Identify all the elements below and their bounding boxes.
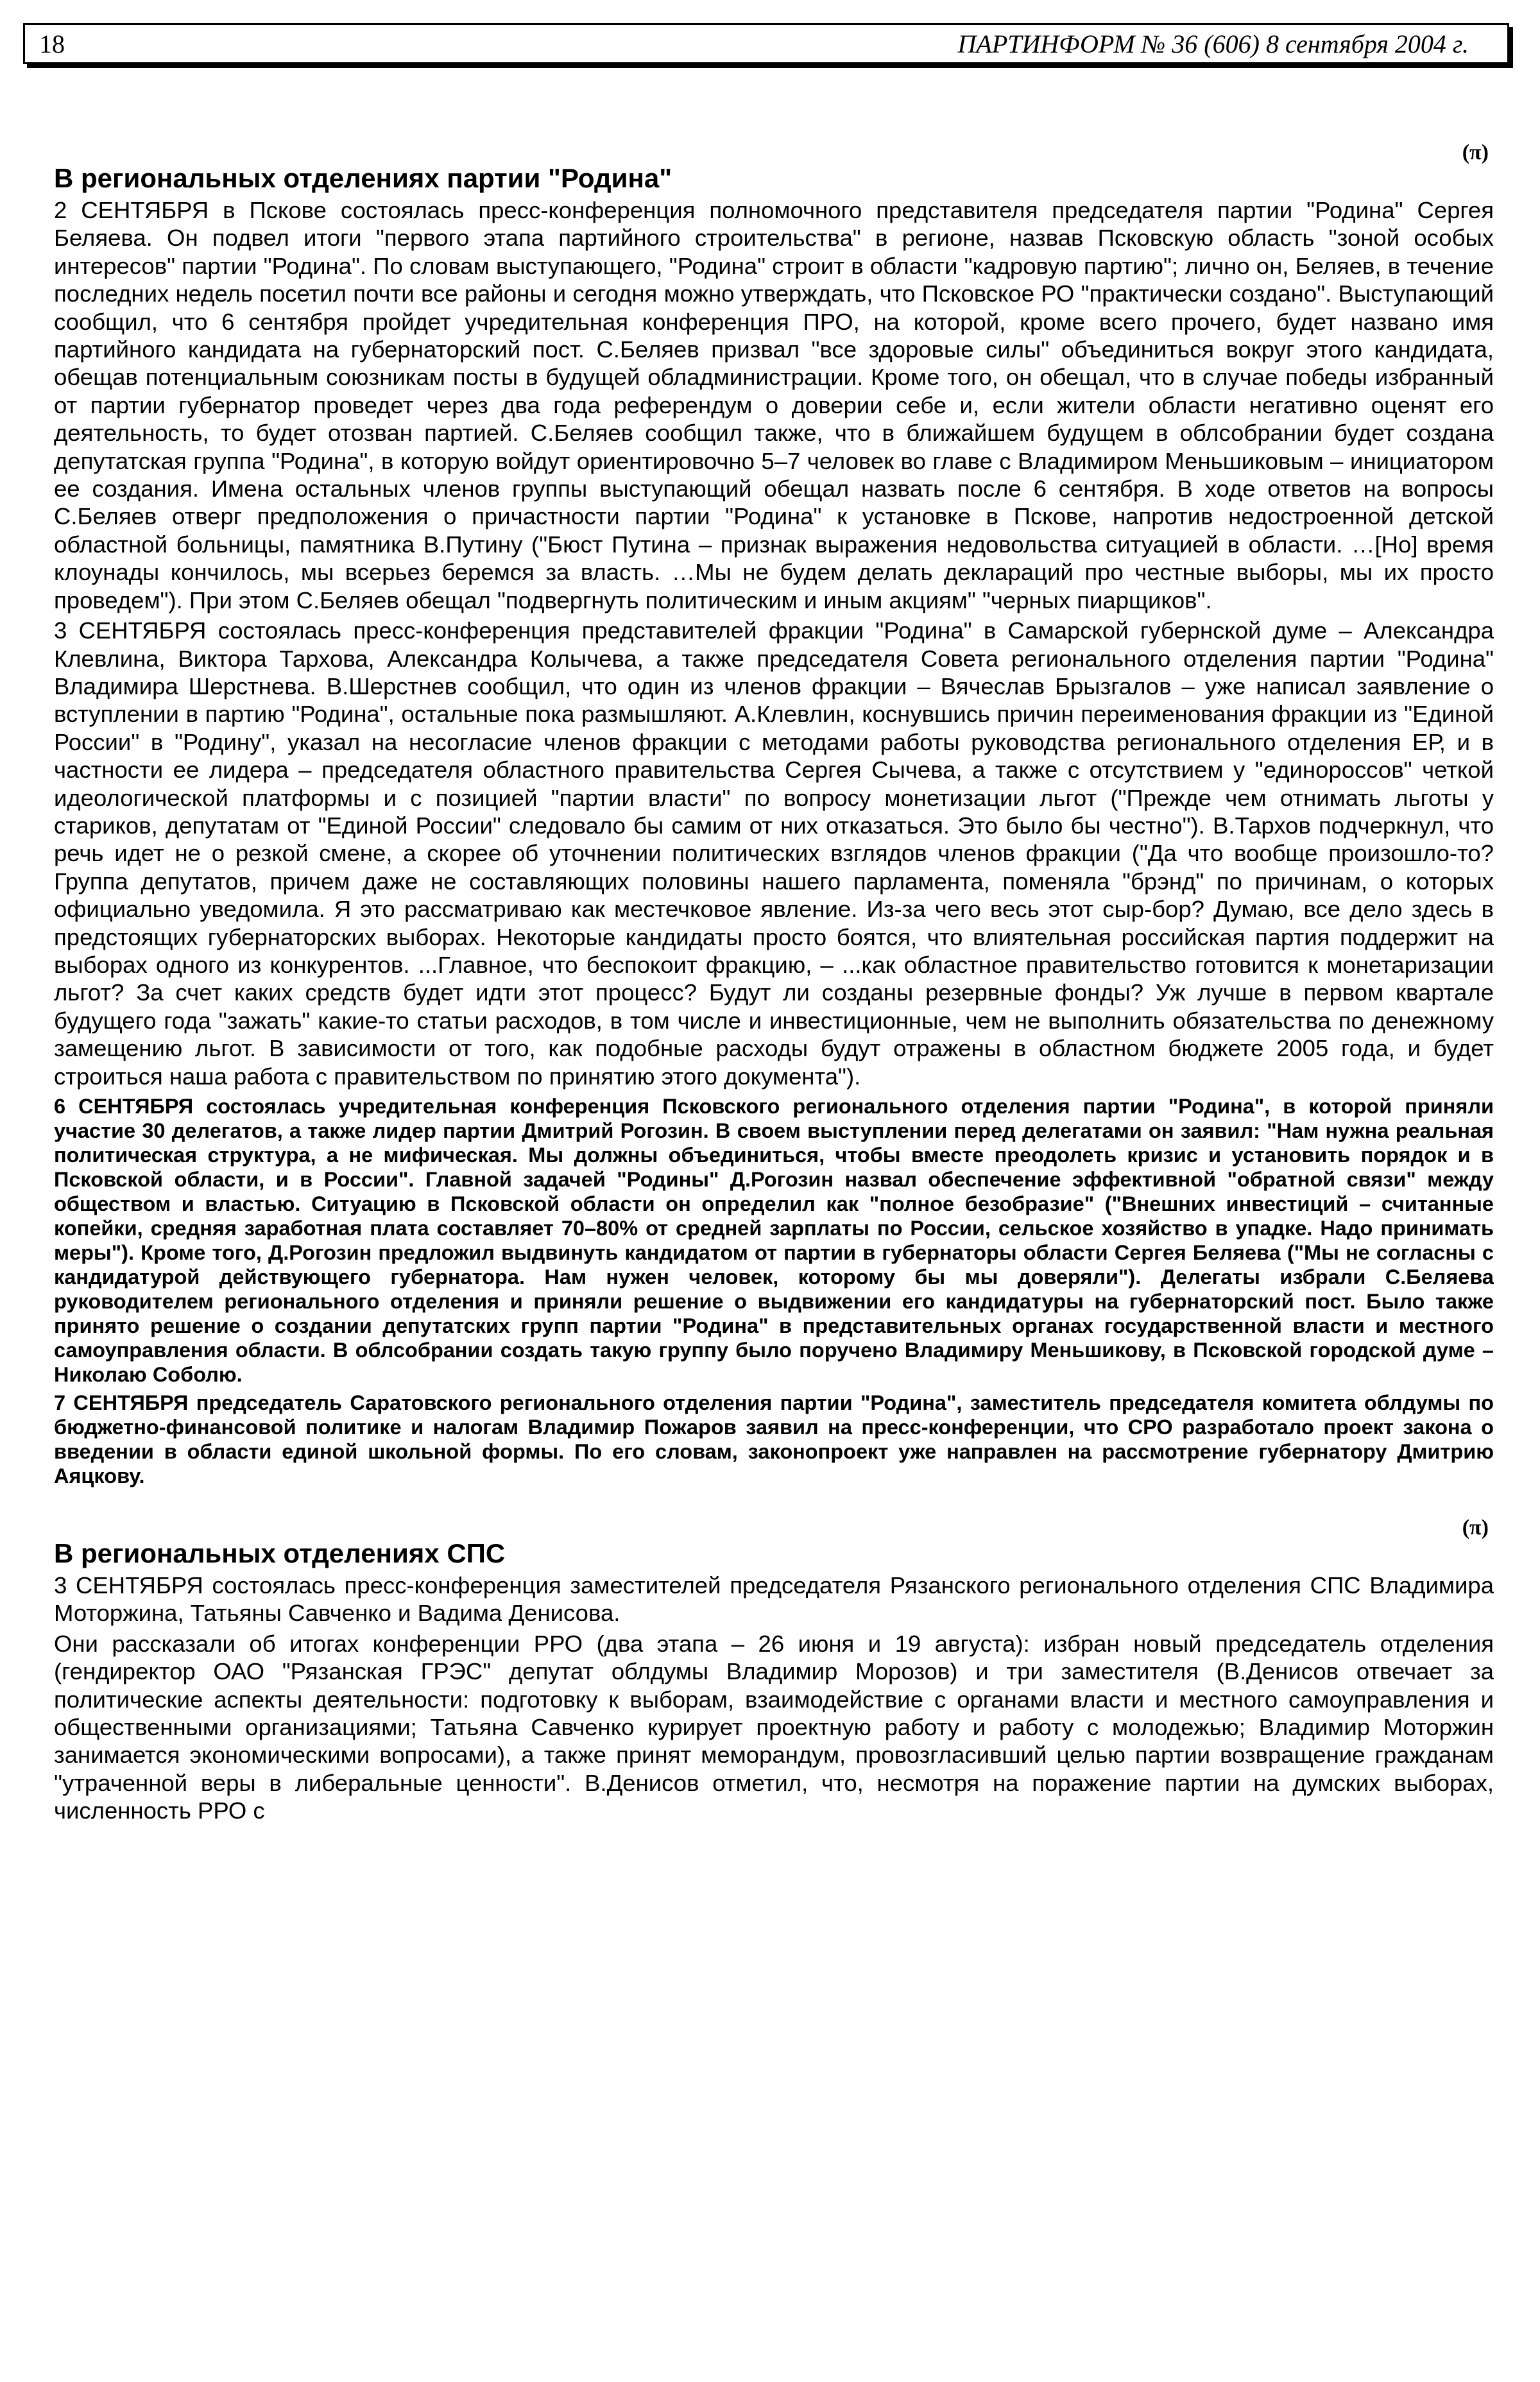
paragraph: 2 СЕНТЯБРЯ в Пскове состоялась пресс-конференция полномочного представителя председателя партии "Родина" Сергея Беляева. Он подвел итоги "первого этапа партийного строительства" в регионе, назвав Псковскую область "зоной особых интересов" партии "Родина". По словам выступающего, "Родина" строит в области "кадровую партию"; лично он, Беляев, в течение последних недель посетил почти все районы и сегодня можно утверждать, что Псковское РО "практически создано". Выступающий сообщил, что 6 сентября пройдет учредительная конференция ПРО, на которой, кроме всего прочего, будет названо имя партийного кандидата на губернаторский пост. С.Беляев призвал "все здоровые силы" объединиться вокруг этого кандидата, обещав потенциальным союзникам посты в будущей обладминистрации. Кроме того, он обещал, что в случае победы избранный от партии губернатор проведет через два года референдум о доверии себе и, если жители области негативно оценят его деятельность, то будет отозван партией. С.Беляев сообщил также, что в ближайшем будущем в облсобрании будет создана депутатская группа "Родина", в которую войдут ориентировочно 5–7 человек во главе с Владимиром Меньшиковым – инициатором ее создания. Имена остальных членов группы выступающий обещал назвать после 6 сентября. В ходе ответов на вопросы С.Беляев отверг предположения о причастности партии "Родина" к установке в Пскове, напротив недостроенной детской областной больницы, памятника В.Путину ("Бюст Путина – признак выражения недовольства ситуацией в области. …[Но] время клоунады кончилось, мы всерьез беремся за власть. …Мы не будем делать деклараций про честные выборы, мы их просто проведем"). При этом С.Беляев обещал "подвергнуть политическим и иным акциям" "черных пиарщиков".: [54, 197, 1494, 613]
issue-title: ПАРТИНФОРМ № 36 (606) 8 сентября 2004 г.: [957, 30, 1469, 58]
paragraph: Они рассказали об итогах конференции РРО (два этапа – 26 июня и 19 августа): избран новый председатель отделения (гендиректор ОАО "Рязанская ГРЭС" депутат облдумы Владимир Морозов) и три заместителя (В.Денисов отвечает за политические аспекты деятельности: подготовку к выборам, взаимодействие с органами власти и местного самоуправления и общественными организациями; Татьяна Савченко курирует проектную работу и работу с молодежью; Владимир Моторжин занимается экономическими вопросами), а также принят меморандум, провозгласивший целью партии возвращение гражданам "утраченной веры в либеральные ценности". В.Денисов отметил, что, несмотря на поражение партии на думских выборах, численность РРО с: [54, 1630, 1494, 1824]
article-sps: [54, 1515, 1494, 1825]
source-mark: (π): [1462, 1516, 1489, 1539]
source-mark: (π): [1462, 141, 1489, 164]
article-rodina: [54, 140, 1494, 1488]
page-number: 18: [39, 30, 65, 58]
article-title: В региональных отделениях партии "Родина": [54, 163, 672, 193]
paragraph: 3 СЕНТЯБРЯ состоялась пресс-конференция заместителей председателя Рязанского регионального отделения СПС Владимира Моторжина, Татьяны Савченко и Вадима Денисова.: [54, 1572, 1494, 1627]
paragraph-bold: 6 СЕНТЯБРЯ состоялась учредительная конференция Псковского регионального отделения партии "Родина", в которой приняли участие 30 делегатов, а также лидер партии Дмитрий Рогозин. В своем выступлении перед делегатами он заявил: "Нам нужна реальная политическая структура, а не мифическая. Мы должны объединиться, чтобы вместе преодолеть кризис и установить порядок и в Псковской области, и в России". Главной задачей "Родины" Д.Рогозин назвал обеспечение эффективной "обратной связи" между обществом и властью. Ситуацию в Псковской области он определил как "полное безобразие" ("Внешних инвестиций – считанные копейки, средняя заработная плата составляет 70–80% от средней зарплаты по России, сельское хозяйство в упадке. Надо принимать меры"). Кроме того, Д.Рогозин предложил выдвинуть кандидатом от партии в губернаторы области Сергея Беляева ("Мы не согласны с кандидатурой действующего губернатора. Нам нужен человек, которому бы мы доверяли"). Делегаты избрали С.Беляева руководителем регионального отделения и приняли решение о выдвижении его кандидатуры на губернаторский пост. Было также принято решение о создании депутатских групп партии "Родина" в представительных органах государственной власти и местного самоуправления области. В облсобрании создать такую группу было поручено Владимиру Меньшикову, в Псковской городской думе – Николаю Соболю.: [54, 1095, 1494, 1386]
page-header: [23, 23, 1509, 64]
article-spacer: [54, 1491, 1494, 1515]
article-title: В региональных отделениях СПС: [54, 1538, 506, 1568]
page-content: [54, 140, 1494, 1828]
paragraph: 3 СЕНТЯБРЯ состоялась пресс-конференция представителей фракции "Родина" в Самарской губернской думе – Александра Клевлина, Виктора Тархова, Александра Колычева, а также председателя Совета регионального отделения партии "Родина" Владимира Шерстнева. В.Шерстнев сообщил, что один из членов фракции – Вячеслав Брызгалов – уже написал заявление о вступлении в партию "Родина", остальные пока размышляют. А.Клевлин, коснувшись причин переименования фракции из "Единой России" в "Родину", указал на несогласие членов фракции с методами работы руководства регионального отделения ЕР, и в частности ее лидера – председателя областного правительства Сергея Сычева, а также с отсутствием у "единороссов" четкой идеологической платформы и с позицией "партии власти" по вопросу монетизации льгот ("Прежде чем отнимать льготы у стариков, депутатам от "Единой России" следовало бы самим от них отказаться. Это было бы честно"). В.Тархов подчеркнул, что речь идет не о резкой смене, а скорее об уточнении политических взглядов членов фракции ("Да что вообще произошло-то? Группа депутатов, причем даже не составляющих половины нашего парламента, поменяла "брэнд" по причинам, о которых официально уведомила. Я это рассматриваю как местечковое явление. Из-за чего весь этот сыр-бор? Думаю, все дело здесь в предстоящих губернаторских выборах. Некоторые кандидаты просто боятся, что влиятельная российская партия поддержит на выборах одного из конкурентов. ...Главное, что беспокоит фракцию, – ...как областное правительство готовится к монетаризации льгот? За счет каких средств будет идти этот процесс? Будут ли созданы резервные фонды? Уж лучше в первом квартале будущего года "зажать" какие-то статьи расходов, в том числе и инвестиционные, чем не выполнить обязательства по денежному замещению льгот. В зависимости от того, как подобные расходы будут отражены в областном бюджете 2005 года, и будет строиться наша работа с правительством по принятию этого документа").: [54, 617, 1494, 1090]
paragraph-bold: 7 СЕНТЯБРЯ председатель Саратовского регионального отделения партии "Родина", заместитель председателя комитета облдумы по бюджетно-финансовой политике и налогам Владимир Пожаров заявил на пресс-конференции, что СРО разработало проект закона о введении в области единой школьной формы. По его словам, законопроект уже направлен на рассмотрение губернатору Дмитрию Аяцкову.: [54, 1391, 1494, 1487]
